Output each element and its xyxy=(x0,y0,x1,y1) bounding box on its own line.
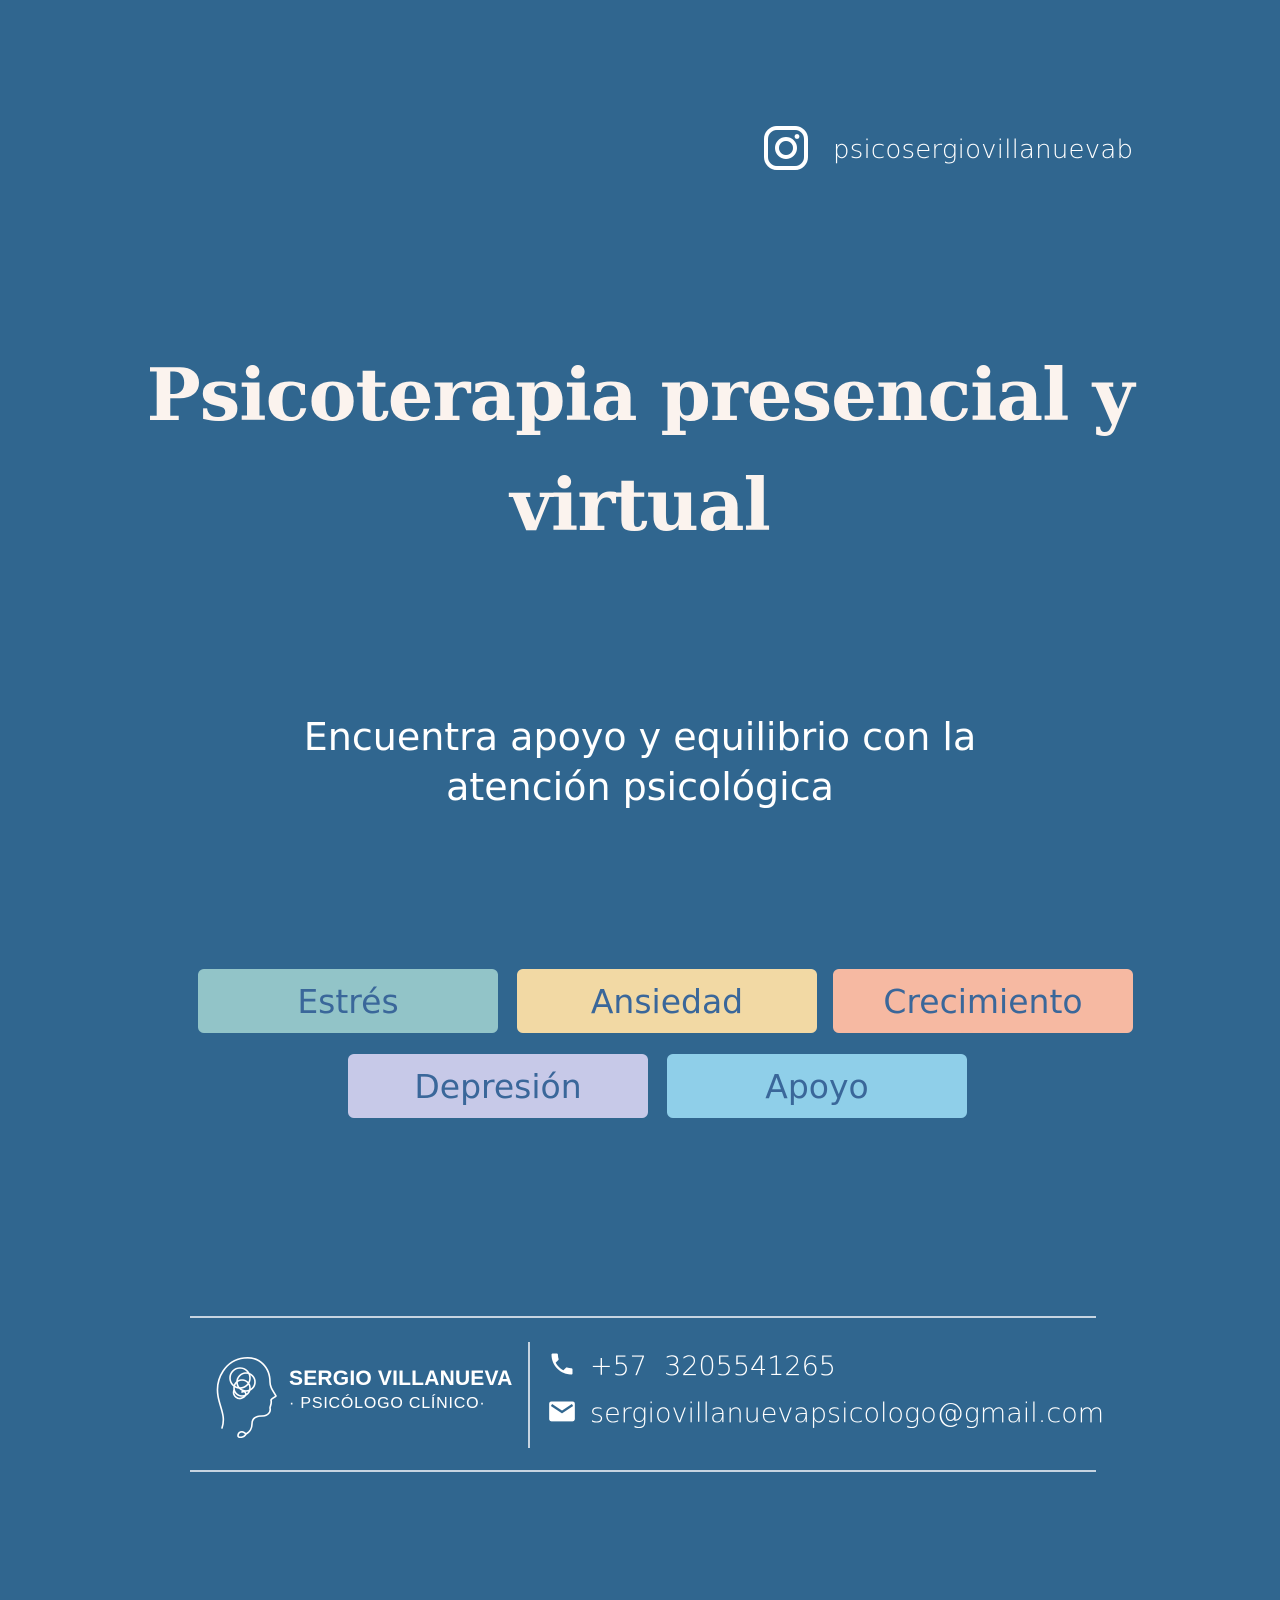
instagram-link[interactable] xyxy=(763,125,1133,175)
tag-estres xyxy=(198,969,498,1033)
title-line-2: virtual xyxy=(510,462,770,547)
mail-icon xyxy=(548,1399,576,1429)
email-contact[interactable] xyxy=(548,1398,1104,1429)
email-address: sergiovillanuevapsicologo@gmail.com xyxy=(590,1398,1105,1429)
tag-crecimiento xyxy=(833,969,1133,1033)
subtitle-line-1: Encuentra apoyo y equilibrio con la xyxy=(303,715,977,759)
footer-divider-vertical xyxy=(528,1342,530,1448)
tag-depresion xyxy=(348,1054,648,1118)
tag-ansiedad xyxy=(517,969,817,1033)
instagram-handle: psicosergiovillanuevab xyxy=(833,135,1134,165)
tag-label: Crecimiento xyxy=(883,981,1083,1021)
phone-number: +57 3205541265 xyxy=(590,1350,836,1382)
footer-divider-top xyxy=(190,1316,1096,1318)
title-line-1: Psicoterapia presencial y xyxy=(146,352,1134,437)
page-subtitle xyxy=(0,712,1280,812)
instagram-icon xyxy=(763,125,809,175)
page-title xyxy=(0,340,1280,560)
head-profile-logo-icon xyxy=(212,1350,278,1442)
phone-icon xyxy=(548,1350,576,1382)
brand-subtitle: · PSICÓLOGO CLÍNICO· xyxy=(289,1395,486,1412)
subtitle-line-2: atención psicológica xyxy=(446,765,834,809)
tag-apoyo xyxy=(667,1054,967,1118)
footer-divider-bottom xyxy=(190,1470,1096,1472)
phone-contact[interactable] xyxy=(548,1350,836,1382)
brand-name: SERGIO VILLANUEVA xyxy=(289,1367,513,1390)
tag-label: Ansiedad xyxy=(590,981,744,1021)
tag-label: Depresión xyxy=(414,1066,582,1106)
tag-label: Apoyo xyxy=(765,1066,869,1106)
tag-label: Estrés xyxy=(297,981,399,1021)
